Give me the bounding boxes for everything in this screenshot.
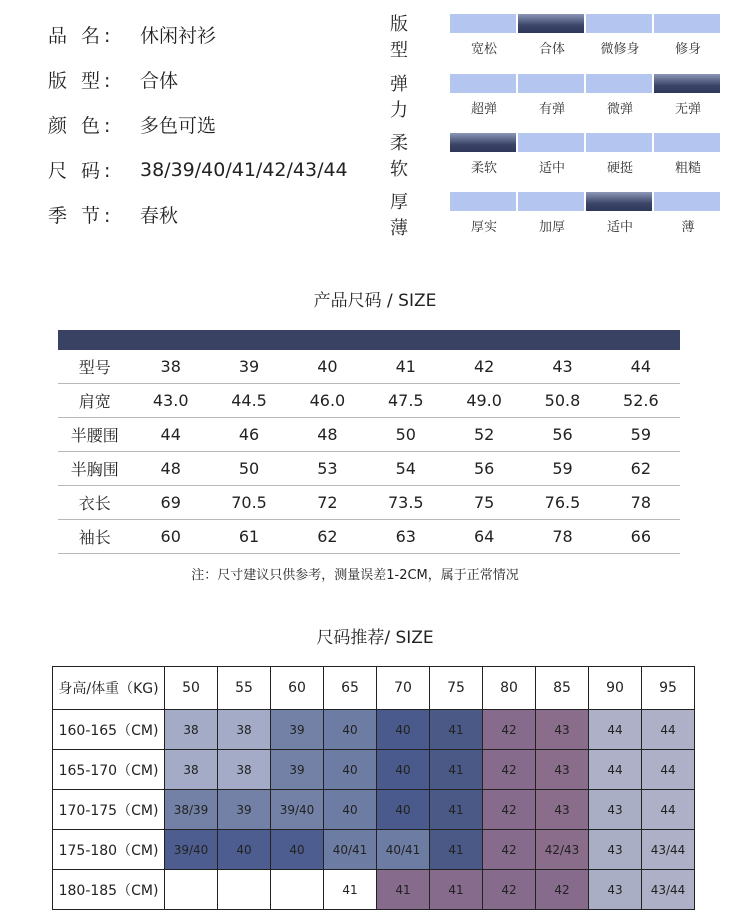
weight-header-cell: 95 bbox=[642, 667, 695, 710]
height-label-cell: 160-165（CM) bbox=[53, 710, 165, 750]
recommend-size-cell: 44 bbox=[642, 790, 695, 830]
attribute-option-label: 合体 bbox=[538, 42, 565, 57]
attribute-option-label: 硬挺 bbox=[606, 161, 633, 176]
size-cell: 60 bbox=[160, 527, 181, 546]
size-row-label: 半胸围 bbox=[70, 460, 119, 479]
size-cell: 59 bbox=[630, 425, 652, 444]
recommend-size-cell: 42 bbox=[536, 870, 589, 910]
size-cell: 56 bbox=[473, 459, 495, 478]
recommend-size-cell: 40 bbox=[324, 750, 377, 790]
attribute-option-label: 有弹 bbox=[538, 102, 565, 117]
info-value: 多色可选 bbox=[140, 115, 217, 137]
info-label: 季 节: bbox=[48, 205, 115, 227]
recommend-size-cell: 40 bbox=[324, 710, 377, 750]
attribute-segment bbox=[586, 133, 652, 152]
recommend-row bbox=[53, 870, 695, 910]
recommend-size-cell: 42 bbox=[483, 750, 536, 790]
recommend-size-cell: 41 bbox=[430, 710, 483, 750]
recommend-section-title: 尺码推荐/ SIZE bbox=[316, 628, 434, 648]
recommend-size-cell: 41 bbox=[430, 790, 483, 830]
info-label: 尺 码: bbox=[48, 160, 115, 182]
size-cell: 72 bbox=[317, 493, 338, 512]
info-label: 品 名: bbox=[48, 25, 115, 47]
recommend-size-cell: 43 bbox=[589, 870, 642, 910]
attribute-labels bbox=[450, 157, 722, 176]
info-value: 休闲衬衫 bbox=[140, 25, 217, 47]
size-cell: 47.5 bbox=[387, 391, 424, 410]
attribute-segment-selected bbox=[518, 14, 584, 33]
recommend-size-cell: 41 bbox=[324, 870, 377, 910]
size-cell: 46.0 bbox=[309, 391, 346, 410]
weight-header-cell: 90 bbox=[589, 667, 642, 710]
attribute-segment bbox=[654, 192, 720, 211]
size-table-header-bar bbox=[58, 330, 680, 350]
size-cell: 69 bbox=[160, 493, 181, 512]
weight-header-cell: 50 bbox=[165, 667, 218, 710]
attribute-segment bbox=[518, 74, 584, 93]
height-label-cell: 175-180（CM) bbox=[53, 830, 165, 870]
recommend-size-cell: 44 bbox=[589, 750, 642, 790]
product-info bbox=[48, 12, 348, 237]
recommend-header-label: 身高/体重（KG) bbox=[53, 667, 165, 710]
size-recommendation-table bbox=[52, 666, 695, 910]
attribute-option-label: 超弹 bbox=[470, 102, 497, 117]
info-row-color bbox=[48, 102, 348, 147]
attribute-option-label: 柔软 bbox=[470, 161, 497, 176]
recommend-size-cell: 42 bbox=[483, 790, 536, 830]
recommend-size-cell: 40 bbox=[324, 790, 377, 830]
recommend-size-cell: 40/41 bbox=[324, 830, 377, 870]
size-cell: 53 bbox=[317, 459, 338, 478]
size-cell: 49.0 bbox=[466, 391, 502, 410]
height-label-cell: 180-185（CM) bbox=[53, 870, 165, 910]
recommend-row bbox=[53, 750, 695, 790]
size-cell: 73.5 bbox=[387, 493, 424, 512]
recommend-size-cell: 43 bbox=[589, 830, 642, 870]
size-cell: 70.5 bbox=[231, 493, 267, 512]
size-cell: 50 bbox=[395, 425, 416, 444]
recommend-size-cell: 38/39 bbox=[165, 790, 218, 830]
info-row-name bbox=[48, 12, 348, 57]
size-cell: 44 bbox=[160, 425, 181, 444]
recommend-size-cell: 41 bbox=[430, 750, 483, 790]
recommend-size-cell: 38 bbox=[165, 710, 218, 750]
size-cell: 61 bbox=[238, 527, 260, 546]
size-row-label: 半腰围 bbox=[70, 426, 119, 445]
size-table-row bbox=[58, 520, 680, 554]
attribute-segment bbox=[450, 192, 516, 211]
attribute-option-label: 修身 bbox=[674, 42, 701, 57]
size-cell: 40 bbox=[317, 357, 338, 376]
attribute-name: 版型 bbox=[390, 14, 408, 61]
attribute-option-label: 粗糙 bbox=[674, 161, 701, 176]
recommend-size-cell: 38 bbox=[218, 750, 271, 790]
recommend-size-cell: 44 bbox=[642, 710, 695, 750]
recommend-size-cell: 43 bbox=[536, 790, 589, 830]
attribute-bar bbox=[450, 133, 722, 152]
height-label-cell: 170-175（CM) bbox=[53, 790, 165, 830]
info-label: 颜 色: bbox=[48, 115, 115, 137]
size-cell: 64 bbox=[473, 527, 495, 546]
recommend-size-cell: 42 bbox=[483, 870, 536, 910]
attribute-segment bbox=[586, 74, 652, 93]
size-table-row bbox=[58, 452, 680, 486]
size-cell: 52.6 bbox=[623, 391, 659, 410]
weight-header-cell: 75 bbox=[430, 667, 483, 710]
recommend-size-cell: 39/40 bbox=[271, 790, 324, 830]
attribute-labels bbox=[450, 216, 722, 235]
attribute-segment bbox=[518, 192, 584, 211]
info-row-sizes bbox=[48, 147, 348, 192]
size-cell: 43 bbox=[552, 357, 573, 376]
attribute-bar bbox=[450, 14, 722, 33]
attribute-name: 弹力 bbox=[390, 74, 408, 121]
recommend-size-cell: 41 bbox=[430, 830, 483, 870]
attribute-bar bbox=[450, 192, 722, 211]
size-cell: 50 bbox=[238, 459, 260, 478]
attribute-name: 厚薄 bbox=[390, 192, 408, 239]
recommend-size-cell: 42/43 bbox=[536, 830, 589, 870]
attribute-option-label: 适中 bbox=[538, 161, 565, 176]
attribute-option-label: 加厚 bbox=[538, 220, 565, 235]
recommend-size-cell: 41 bbox=[430, 870, 483, 910]
recommend-size-cell bbox=[218, 870, 271, 910]
recommend-size-cell: 43/44 bbox=[642, 830, 695, 870]
recommend-size-cell: 40 bbox=[218, 830, 271, 870]
recommend-size-cell: 40/41 bbox=[377, 830, 430, 870]
size-table-row bbox=[58, 350, 680, 384]
size-cell: 54 bbox=[395, 459, 416, 478]
attribute-segment bbox=[450, 74, 516, 93]
recommend-size-cell: 42 bbox=[483, 830, 536, 870]
size-cell: 56 bbox=[552, 425, 573, 444]
attribute-option-label: 宽松 bbox=[470, 42, 497, 57]
recommend-size-cell bbox=[271, 870, 324, 910]
attribute-labels bbox=[450, 98, 722, 117]
recommend-row bbox=[53, 790, 695, 830]
size-table-row bbox=[58, 486, 680, 520]
size-cell: 59 bbox=[552, 459, 573, 478]
info-row-season bbox=[48, 192, 348, 237]
recommend-size-cell: 43 bbox=[589, 790, 642, 830]
size-cell: 66 bbox=[630, 527, 652, 546]
size-section-title: 产品尺码 / SIZE bbox=[313, 291, 437, 311]
recommend-size-cell: 40 bbox=[377, 750, 430, 790]
recommend-size-cell: 39 bbox=[218, 790, 271, 830]
recommend-size-cell: 43 bbox=[536, 750, 589, 790]
attribute-name: 柔软 bbox=[390, 133, 408, 180]
attribute-segment bbox=[654, 133, 720, 152]
size-cell: 44.5 bbox=[231, 391, 267, 410]
recommend-size-cell: 43/44 bbox=[642, 870, 695, 910]
attribute-option-label: 薄 bbox=[681, 220, 695, 235]
attribute-option-label: 无弹 bbox=[674, 102, 701, 117]
attribute-option-label: 微弹 bbox=[606, 102, 633, 117]
recommend-size-cell: 44 bbox=[589, 710, 642, 750]
attribute-segment-selected bbox=[586, 192, 652, 211]
attribute-option-label: 微修身 bbox=[600, 42, 640, 57]
recommend-size-cell: 40 bbox=[377, 710, 430, 750]
size-cell: 78 bbox=[630, 493, 652, 512]
attribute-segment bbox=[586, 14, 652, 33]
size-cell: 41 bbox=[395, 357, 416, 376]
attribute-segment bbox=[654, 14, 720, 33]
attribute-option-label: 适中 bbox=[606, 220, 633, 235]
size-cell: 42 bbox=[473, 357, 495, 376]
recommend-size-cell: 39/40 bbox=[165, 830, 218, 870]
size-cell: 78 bbox=[552, 527, 573, 546]
size-cell: 48 bbox=[160, 459, 181, 478]
recommend-size-cell bbox=[165, 870, 218, 910]
size-row-label: 袖长 bbox=[78, 528, 111, 547]
info-label: 版 型: bbox=[48, 70, 115, 92]
recommend-header-row bbox=[53, 667, 695, 710]
attribute-segment-selected bbox=[654, 74, 720, 93]
weight-header-cell: 55 bbox=[218, 667, 271, 710]
size-table-row bbox=[58, 418, 680, 452]
size-cell: 62 bbox=[630, 459, 652, 478]
weight-header-cell: 70 bbox=[377, 667, 430, 710]
size-table-row bbox=[58, 384, 680, 418]
size-cell: 52 bbox=[473, 425, 495, 444]
size-cell: 48 bbox=[317, 425, 338, 444]
size-cell: 43.0 bbox=[152, 391, 189, 410]
size-row-label: 衣长 bbox=[78, 494, 111, 513]
size-cell: 63 bbox=[395, 527, 416, 546]
size-cell: 39 bbox=[238, 357, 260, 376]
size-cell: 62 bbox=[317, 527, 338, 546]
recommend-size-cell: 39 bbox=[271, 710, 324, 750]
recommend-size-cell: 38 bbox=[165, 750, 218, 790]
size-cell: 76.5 bbox=[544, 493, 581, 512]
info-value: 合体 bbox=[140, 70, 179, 92]
weight-header-cell: 60 bbox=[271, 667, 324, 710]
recommend-size-cell: 38 bbox=[218, 710, 271, 750]
recommend-size-cell: 40 bbox=[377, 790, 430, 830]
recommend-size-cell: 44 bbox=[642, 750, 695, 790]
recommend-size-cell: 40 bbox=[271, 830, 324, 870]
recommend-size-cell: 39 bbox=[271, 750, 324, 790]
size-row-label: 型号 bbox=[78, 358, 111, 377]
recommend-size-cell: 41 bbox=[377, 870, 430, 910]
size-cell: 38 bbox=[160, 357, 181, 376]
recommend-row bbox=[53, 830, 695, 870]
weight-header-cell: 80 bbox=[483, 667, 536, 710]
size-cell: 50.8 bbox=[544, 391, 581, 410]
weight-header-cell: 65 bbox=[324, 667, 377, 710]
attribute-segment-selected bbox=[450, 133, 516, 152]
height-label-cell: 165-170（CM) bbox=[53, 750, 165, 790]
recommend-size-cell: 42 bbox=[483, 710, 536, 750]
size-row-label: 肩宽 bbox=[78, 392, 111, 411]
size-cell: 75 bbox=[473, 493, 495, 512]
weight-header-cell: 85 bbox=[536, 667, 589, 710]
recommend-size-cell: 43 bbox=[536, 710, 589, 750]
size-cell: 46 bbox=[238, 425, 260, 444]
attribute-segment bbox=[450, 14, 516, 33]
attribute-option-label: 厚实 bbox=[470, 220, 497, 235]
recommend-row bbox=[53, 710, 695, 750]
size-note: 注：尺寸建议只供参考，测量误差1-2CM，属于正常情况 bbox=[191, 568, 519, 583]
attribute-bar bbox=[450, 74, 722, 93]
info-value: 春秋 bbox=[140, 205, 179, 227]
size-cell: 44 bbox=[630, 357, 652, 376]
attribute-segment bbox=[518, 133, 584, 152]
info-value: 38/39/40/41/42/43/44 bbox=[140, 158, 348, 181]
size-table bbox=[58, 330, 680, 554]
info-row-fit bbox=[48, 57, 348, 102]
attribute-labels bbox=[450, 38, 722, 57]
